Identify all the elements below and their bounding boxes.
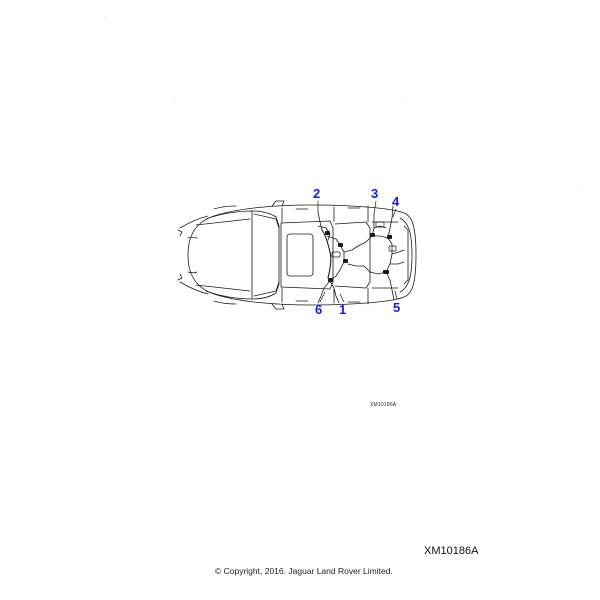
callout-5: 5 xyxy=(393,300,401,315)
part-code-large: XM10186A xyxy=(424,545,479,557)
callout-4: 4 xyxy=(392,194,400,209)
callout-6: 6 xyxy=(315,302,323,317)
part-code-small: XM10186A xyxy=(370,402,397,408)
copyright-notice: © Copyright, 2016. Jaguar Land Rover Limited. xyxy=(215,566,393,576)
callout-3: 3 xyxy=(371,186,379,201)
callout-1: 1 xyxy=(339,302,347,317)
callout-2: 2 xyxy=(313,186,321,201)
